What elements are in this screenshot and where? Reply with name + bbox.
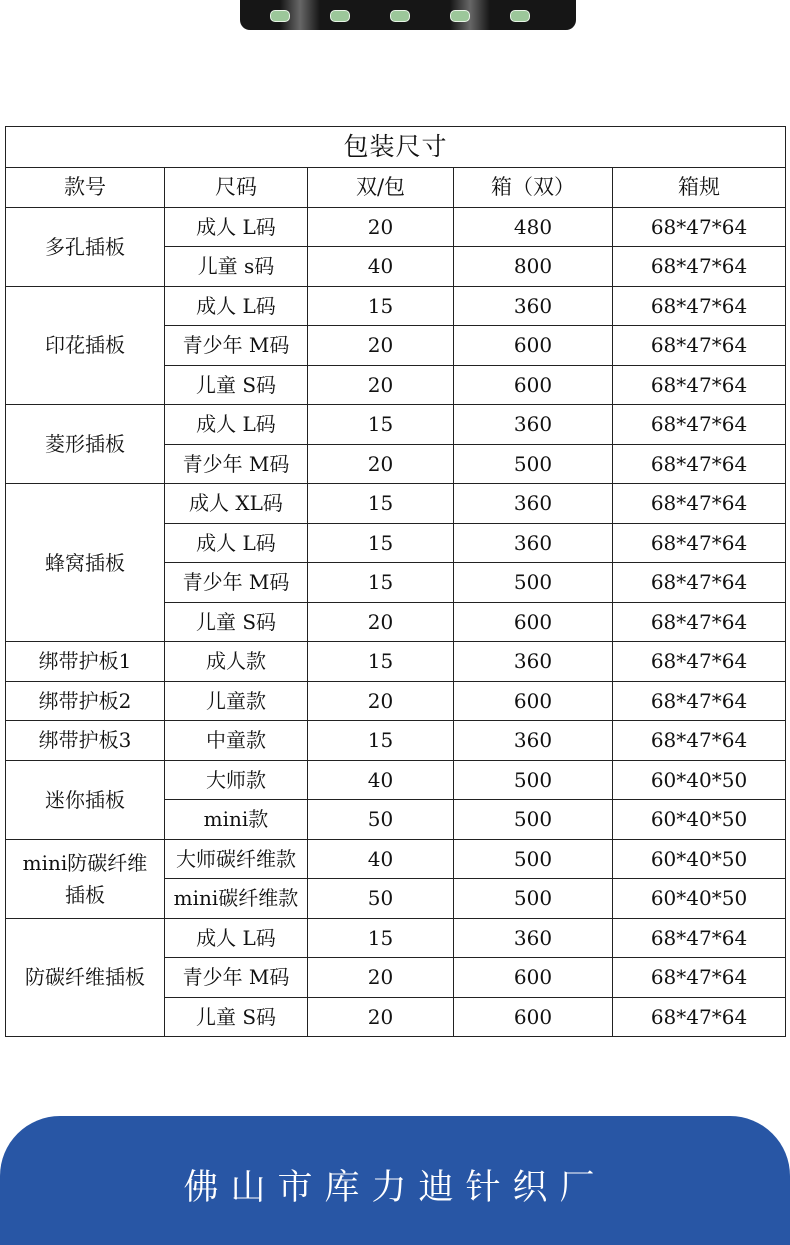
- pairs-per-pack-cell: 20: [308, 444, 454, 484]
- model-name-cell: [6, 839, 165, 918]
- box-spec-cell: 68*47*64: [613, 444, 786, 484]
- pairs-per-pack-cell: 40: [308, 839, 454, 879]
- table-row: [6, 681, 786, 721]
- pairs-per-box-cell: 600: [454, 681, 613, 721]
- box-spec-cell: 68*47*64: [613, 918, 786, 958]
- model-name-line: mini防碳纤维: [22, 850, 148, 875]
- pairs-per-pack-cell: 15: [308, 563, 454, 603]
- product-photo: [240, 0, 576, 30]
- table-body: [6, 207, 786, 1037]
- pairs-per-box-cell: 500: [454, 563, 613, 603]
- size-cell: 青少年 M码: [165, 563, 308, 603]
- size-cell: 儿童 s码: [165, 247, 308, 287]
- table-row: [6, 721, 786, 761]
- box-spec-cell: 60*40*50: [613, 839, 786, 879]
- box-spec-cell: 60*40*50: [613, 800, 786, 840]
- model-name-cell: 印花插板: [6, 286, 165, 405]
- pairs-per-pack-cell: 15: [308, 286, 454, 326]
- pairs-per-box-cell: 360: [454, 484, 613, 524]
- model-name-cell: 防碳纤维插板: [6, 918, 165, 1037]
- table-row: [6, 918, 786, 958]
- box-spec-cell: 68*47*64: [613, 207, 786, 247]
- pairs-per-pack-cell: 20: [308, 958, 454, 998]
- table-row: [6, 207, 786, 247]
- size-cell: 儿童 S码: [165, 997, 308, 1037]
- size-cell: 儿童 S码: [165, 602, 308, 642]
- size-cell: 成人 L码: [165, 918, 308, 958]
- pairs-per-box-cell: 360: [454, 642, 613, 682]
- pairs-per-box-cell: 360: [454, 523, 613, 563]
- pairs-per-pack-cell: 20: [308, 365, 454, 405]
- header-size: 尺码: [165, 168, 308, 208]
- size-cell: 青少年 M码: [165, 444, 308, 484]
- box-spec-cell: 60*40*50: [613, 879, 786, 919]
- box-spec-cell: 68*47*64: [613, 602, 786, 642]
- box-spec-cell: 68*47*64: [613, 721, 786, 761]
- pairs-per-box-cell: 600: [454, 365, 613, 405]
- pairs-per-box-cell: 500: [454, 444, 613, 484]
- pairs-per-box-cell: 360: [454, 918, 613, 958]
- table-row: [6, 484, 786, 524]
- pairs-per-pack-cell: 50: [308, 800, 454, 840]
- table-row: [6, 405, 786, 445]
- pairs-per-pack-cell: 15: [308, 918, 454, 958]
- table-row: [6, 642, 786, 682]
- size-cell: 儿童款: [165, 681, 308, 721]
- header-model: 款号: [6, 168, 165, 208]
- pairs-per-pack-cell: 40: [308, 760, 454, 800]
- pairs-per-box-cell: 500: [454, 879, 613, 919]
- model-name-cell: 绑带护板1: [6, 642, 165, 682]
- box-spec-cell: 68*47*64: [613, 286, 786, 326]
- table-row: [6, 839, 786, 879]
- size-cell: 成人 L码: [165, 286, 308, 326]
- model-name-cell: 蜂窝插板: [6, 484, 165, 642]
- pairs-per-box-cell: 480: [454, 207, 613, 247]
- size-cell: mini碳纤维款: [165, 879, 308, 919]
- box-spec-cell: 68*47*64: [613, 405, 786, 445]
- size-cell: 中童款: [165, 721, 308, 761]
- model-name-cell: 绑带护板2: [6, 681, 165, 721]
- pairs-per-box-cell: 360: [454, 286, 613, 326]
- header-pairs-per-box: 箱（双）: [454, 168, 613, 208]
- box-spec-cell: 68*47*64: [613, 563, 786, 603]
- pairs-per-pack-cell: 20: [308, 326, 454, 366]
- model-name-cell: 菱形插板: [6, 405, 165, 484]
- size-cell: 大师款: [165, 760, 308, 800]
- pairs-per-pack-cell: 15: [308, 484, 454, 524]
- pairs-per-box-cell: 500: [454, 800, 613, 840]
- size-cell: 儿童 S码: [165, 365, 308, 405]
- pairs-per-pack-cell: 15: [308, 642, 454, 682]
- box-spec-cell: 68*47*64: [613, 523, 786, 563]
- pairs-per-pack-cell: 20: [308, 681, 454, 721]
- size-cell: mini款: [165, 800, 308, 840]
- header-pairs-per-pack: 双/包: [308, 168, 454, 208]
- size-cell: 成人 L码: [165, 523, 308, 563]
- pairs-per-box-cell: 600: [454, 958, 613, 998]
- box-spec-cell: 68*47*64: [613, 958, 786, 998]
- model-name-line: 插板: [65, 882, 105, 907]
- size-cell: 成人款: [165, 642, 308, 682]
- pairs-per-box-cell: 600: [454, 602, 613, 642]
- size-cell: 成人 L码: [165, 207, 308, 247]
- pairs-per-pack-cell: 15: [308, 721, 454, 761]
- size-cell: 成人 L码: [165, 405, 308, 445]
- size-cell: 大师碳纤维款: [165, 839, 308, 879]
- pairs-per-pack-cell: 15: [308, 405, 454, 445]
- model-name-cell: 多孔插板: [6, 207, 165, 286]
- pairs-per-box-cell: 800: [454, 247, 613, 287]
- pairs-per-pack-cell: 15: [308, 523, 454, 563]
- box-spec-cell: 68*47*64: [613, 247, 786, 287]
- header-box-spec: 箱规: [613, 168, 786, 208]
- pairs-per-box-cell: 500: [454, 839, 613, 879]
- box-spec-cell: 68*47*64: [613, 642, 786, 682]
- box-spec-cell: 68*47*64: [613, 484, 786, 524]
- model-name-cell: 迷你插板: [6, 760, 165, 839]
- pairs-per-box-cell: 500: [454, 760, 613, 800]
- model-name-cell: 绑带护板3: [6, 721, 165, 761]
- box-spec-cell: 68*47*64: [613, 326, 786, 366]
- table-title: 包装尺寸: [6, 127, 786, 168]
- pairs-per-pack-cell: 20: [308, 997, 454, 1037]
- pairs-per-box-cell: 600: [454, 326, 613, 366]
- size-cell: 青少年 M码: [165, 326, 308, 366]
- table-row: [6, 760, 786, 800]
- pairs-per-pack-cell: 20: [308, 602, 454, 642]
- pairs-per-box-cell: 600: [454, 997, 613, 1037]
- pairs-per-pack-cell: 40: [308, 247, 454, 287]
- size-cell: 成人 XL码: [165, 484, 308, 524]
- size-cell: 青少年 M码: [165, 958, 308, 998]
- box-spec-cell: 68*47*64: [613, 681, 786, 721]
- box-spec-cell: 60*40*50: [613, 760, 786, 800]
- table-row: [6, 286, 786, 326]
- box-spec-cell: 68*47*64: [613, 365, 786, 405]
- pairs-per-pack-cell: 50: [308, 879, 454, 919]
- packaging-size-table: [5, 126, 786, 1037]
- pairs-per-box-cell: 360: [454, 721, 613, 761]
- box-spec-cell: 68*47*64: [613, 997, 786, 1037]
- pairs-per-box-cell: 360: [454, 405, 613, 445]
- company-name: 佛山市库力迪针织厂: [183, 1168, 607, 1208]
- pairs-per-pack-cell: 20: [308, 207, 454, 247]
